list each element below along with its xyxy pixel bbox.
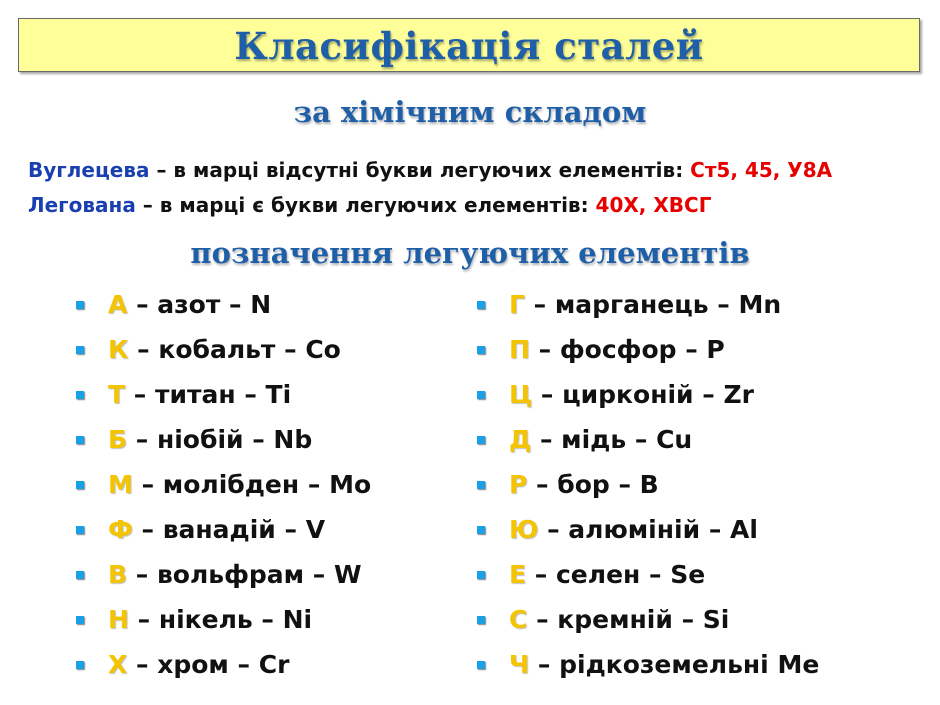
element-letter: Д xyxy=(509,425,532,454)
element-description: – нікель – Ni xyxy=(128,605,313,634)
square-bullet-icon xyxy=(76,526,84,534)
section-heading: позначення легуючих елементів xyxy=(190,236,750,270)
square-bullet-icon xyxy=(76,436,84,444)
title-banner xyxy=(18,18,920,72)
definition-carbon xyxy=(28,158,832,182)
definition-examples: 40Х, ХВСГ xyxy=(595,193,712,217)
list-item xyxy=(473,286,819,331)
square-bullet-icon xyxy=(477,526,485,534)
square-bullet-icon xyxy=(76,301,84,309)
list-item xyxy=(72,556,371,601)
square-bullet-icon xyxy=(477,661,485,669)
square-bullet-icon xyxy=(477,346,485,354)
square-bullet-icon xyxy=(76,661,84,669)
square-bullet-icon xyxy=(477,391,485,399)
square-bullet-icon xyxy=(76,346,84,354)
element-letter: Ф xyxy=(108,515,133,544)
list-item xyxy=(473,466,819,511)
square-bullet-icon xyxy=(477,616,485,624)
list-item xyxy=(473,556,819,601)
element-letter: Р xyxy=(509,470,528,499)
element-letter: А xyxy=(108,290,128,319)
element-description: – алюміній – Al xyxy=(538,515,758,544)
element-description: – вольфрам – W xyxy=(127,560,362,589)
list-item xyxy=(72,646,371,691)
list-item xyxy=(473,376,819,421)
element-letter: Г xyxy=(509,290,525,319)
square-bullet-icon xyxy=(477,436,485,444)
list-item xyxy=(473,646,819,691)
element-letter: Е xyxy=(509,560,527,589)
element-letter: Б xyxy=(108,425,128,454)
element-description: – хром – Cr xyxy=(127,650,290,679)
element-description: – селен – Se xyxy=(526,560,706,589)
list-item xyxy=(72,331,371,376)
definition-term: Вуглецева xyxy=(28,158,150,182)
list-item xyxy=(473,601,819,646)
square-bullet-icon xyxy=(76,616,84,624)
element-description: – ніобій – Nb xyxy=(127,425,313,454)
element-letter: Н xyxy=(108,605,129,634)
list-item xyxy=(72,466,371,511)
element-description: – титан – Ti xyxy=(125,380,292,409)
element-list-right xyxy=(473,286,819,691)
element-letter: Ц xyxy=(509,380,533,409)
element-letter: Ч xyxy=(509,650,530,679)
square-bullet-icon xyxy=(76,571,84,579)
element-description: – рідкоземельні Me xyxy=(529,650,820,679)
list-item xyxy=(72,421,371,466)
element-description: – цирконій – Zr xyxy=(532,380,754,409)
definition-text: – в марці відсутні букви легуючих елементів: xyxy=(149,158,691,182)
definition-term: Легована xyxy=(28,193,136,217)
element-list-left xyxy=(72,286,371,691)
element-description: – кобальт – Co xyxy=(128,335,341,364)
element-letter: М xyxy=(108,470,133,499)
square-bullet-icon xyxy=(477,301,485,309)
square-bullet-icon xyxy=(76,481,84,489)
list-item xyxy=(473,331,819,376)
definition-examples: Ст5, 45, У8А xyxy=(690,158,833,182)
element-description: – молібден – Mo xyxy=(132,470,372,499)
list-item xyxy=(72,376,371,421)
element-letter: Т xyxy=(108,380,126,409)
list-item xyxy=(72,511,371,556)
element-description: – ванадій – V xyxy=(132,515,326,544)
list-item xyxy=(473,421,819,466)
square-bullet-icon xyxy=(76,391,84,399)
subtitle: за хімічним складом xyxy=(293,95,647,129)
element-description: – кремній – Si xyxy=(527,605,730,634)
element-letter: К xyxy=(108,335,129,364)
element-description: – фосфор – P xyxy=(529,335,725,364)
element-description: – бор – B xyxy=(527,470,659,499)
list-item xyxy=(72,286,371,331)
definition-text: – в марці є букви легуючих елементів: xyxy=(135,193,596,217)
element-letter: Х xyxy=(108,650,128,679)
square-bullet-icon xyxy=(477,481,485,489)
list-item xyxy=(473,511,819,556)
element-letter: С xyxy=(509,605,528,634)
page-title: Класифікація сталей xyxy=(234,24,704,68)
element-description: – азот – N xyxy=(127,290,272,319)
element-letter: Ю xyxy=(509,515,539,544)
element-description: – марганець – Mn xyxy=(524,290,782,319)
element-letter: В xyxy=(108,560,128,589)
element-description: – мідь – Cu xyxy=(531,425,693,454)
square-bullet-icon xyxy=(477,571,485,579)
element-letter: П xyxy=(509,335,530,364)
list-item xyxy=(72,601,371,646)
definition-alloyed xyxy=(28,193,711,217)
